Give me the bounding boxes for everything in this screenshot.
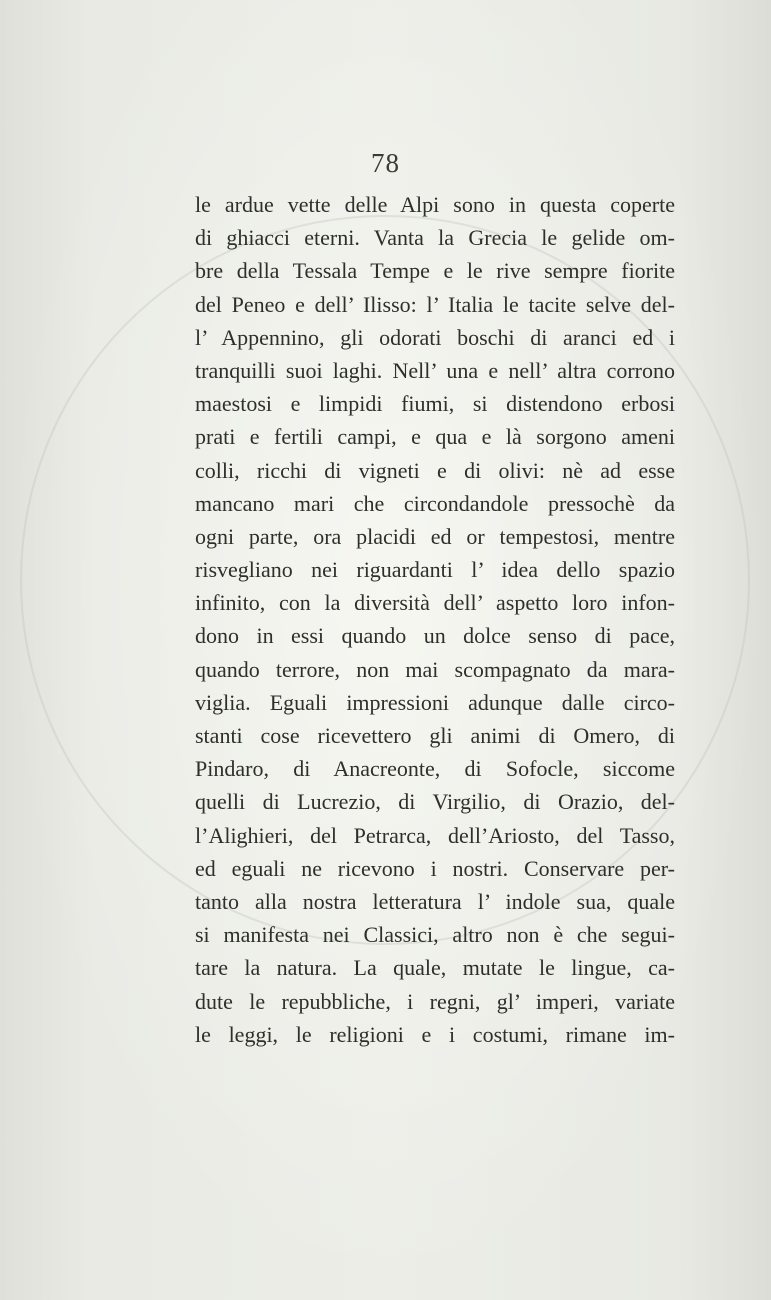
text-line: colli, ricchi di vigneti e di olivi: nè ad esse (195, 457, 675, 483)
text-line: ogni parte, ora placidi ed or tempestosi, mentre (195, 523, 675, 549)
page-number: 78 (371, 148, 400, 178)
text-line: quelli di Lucrezio, di Virgilio, di Orazio, del- (195, 789, 675, 815)
text-line: viglia. Eguali impressioni adunque dalle circo- (195, 689, 675, 715)
text-line: l’ Appennino, gli odorati boschi di aranci ed i (195, 324, 675, 350)
text-line: ed eguali ne ricevono i nostri. Conservare per- (195, 855, 675, 881)
text-line: bre della Tessala Tempe e le rive sempre fiorite (195, 258, 675, 284)
text-line: stanti cose ricevettero gli animi di Omero, di (195, 723, 675, 748)
text-line: Pindaro, di Anacreonte, di Sofocle, siccome (195, 756, 675, 782)
text-line: dute le repubbliche, i regni, gl’ imperi, variate (195, 988, 675, 1014)
text-line: tranquilli suoi laghi. Nell’ una e nell’ altra corrono (195, 357, 675, 383)
text-line: di ghiacci eterni. Vanta la Grecia le gelide om- (195, 225, 675, 251)
text-line: infinito, con la diversità dell’ aspetto loro infon- (195, 590, 675, 616)
text-line: tanto alla nostra letteratura l’ indole sua, quale (195, 888, 675, 914)
text-line: maestosi e limpidi fiumi, si distendono erbosi (195, 391, 675, 417)
text-line: mancano mari che circondandole pressochè da (195, 490, 675, 516)
text-line: tare la natura. La quale, mutate le lingue, ca- (195, 955, 675, 981)
text-line: le ardue vette delle Alpi sono in questa coperte (195, 192, 675, 217)
text-line: risvegliano nei riguardanti l’ idea dello spazio (195, 557, 675, 583)
text-line: quando terrore, non mai scompagnato da mara- (195, 656, 675, 682)
text-line: si manifesta nei Classici, altro non è che segui- (195, 922, 675, 948)
text-line: dono in essi quando un dolce senso di pace, (195, 623, 675, 649)
body-text (195, 188, 675, 1051)
text-line: le leggi, le religioni e i costumi, rimane im- (195, 1021, 675, 1047)
text-line: del Peneo e dell’ Ilisso: l’ Italia le tacite selve del- (195, 291, 675, 317)
text-line: l’Alighieri, del Petrarca, dell’Ariosto, del Tasso, (195, 822, 675, 848)
text-line: prati e fertili campi, e qua e là sorgono ameni (195, 424, 675, 450)
